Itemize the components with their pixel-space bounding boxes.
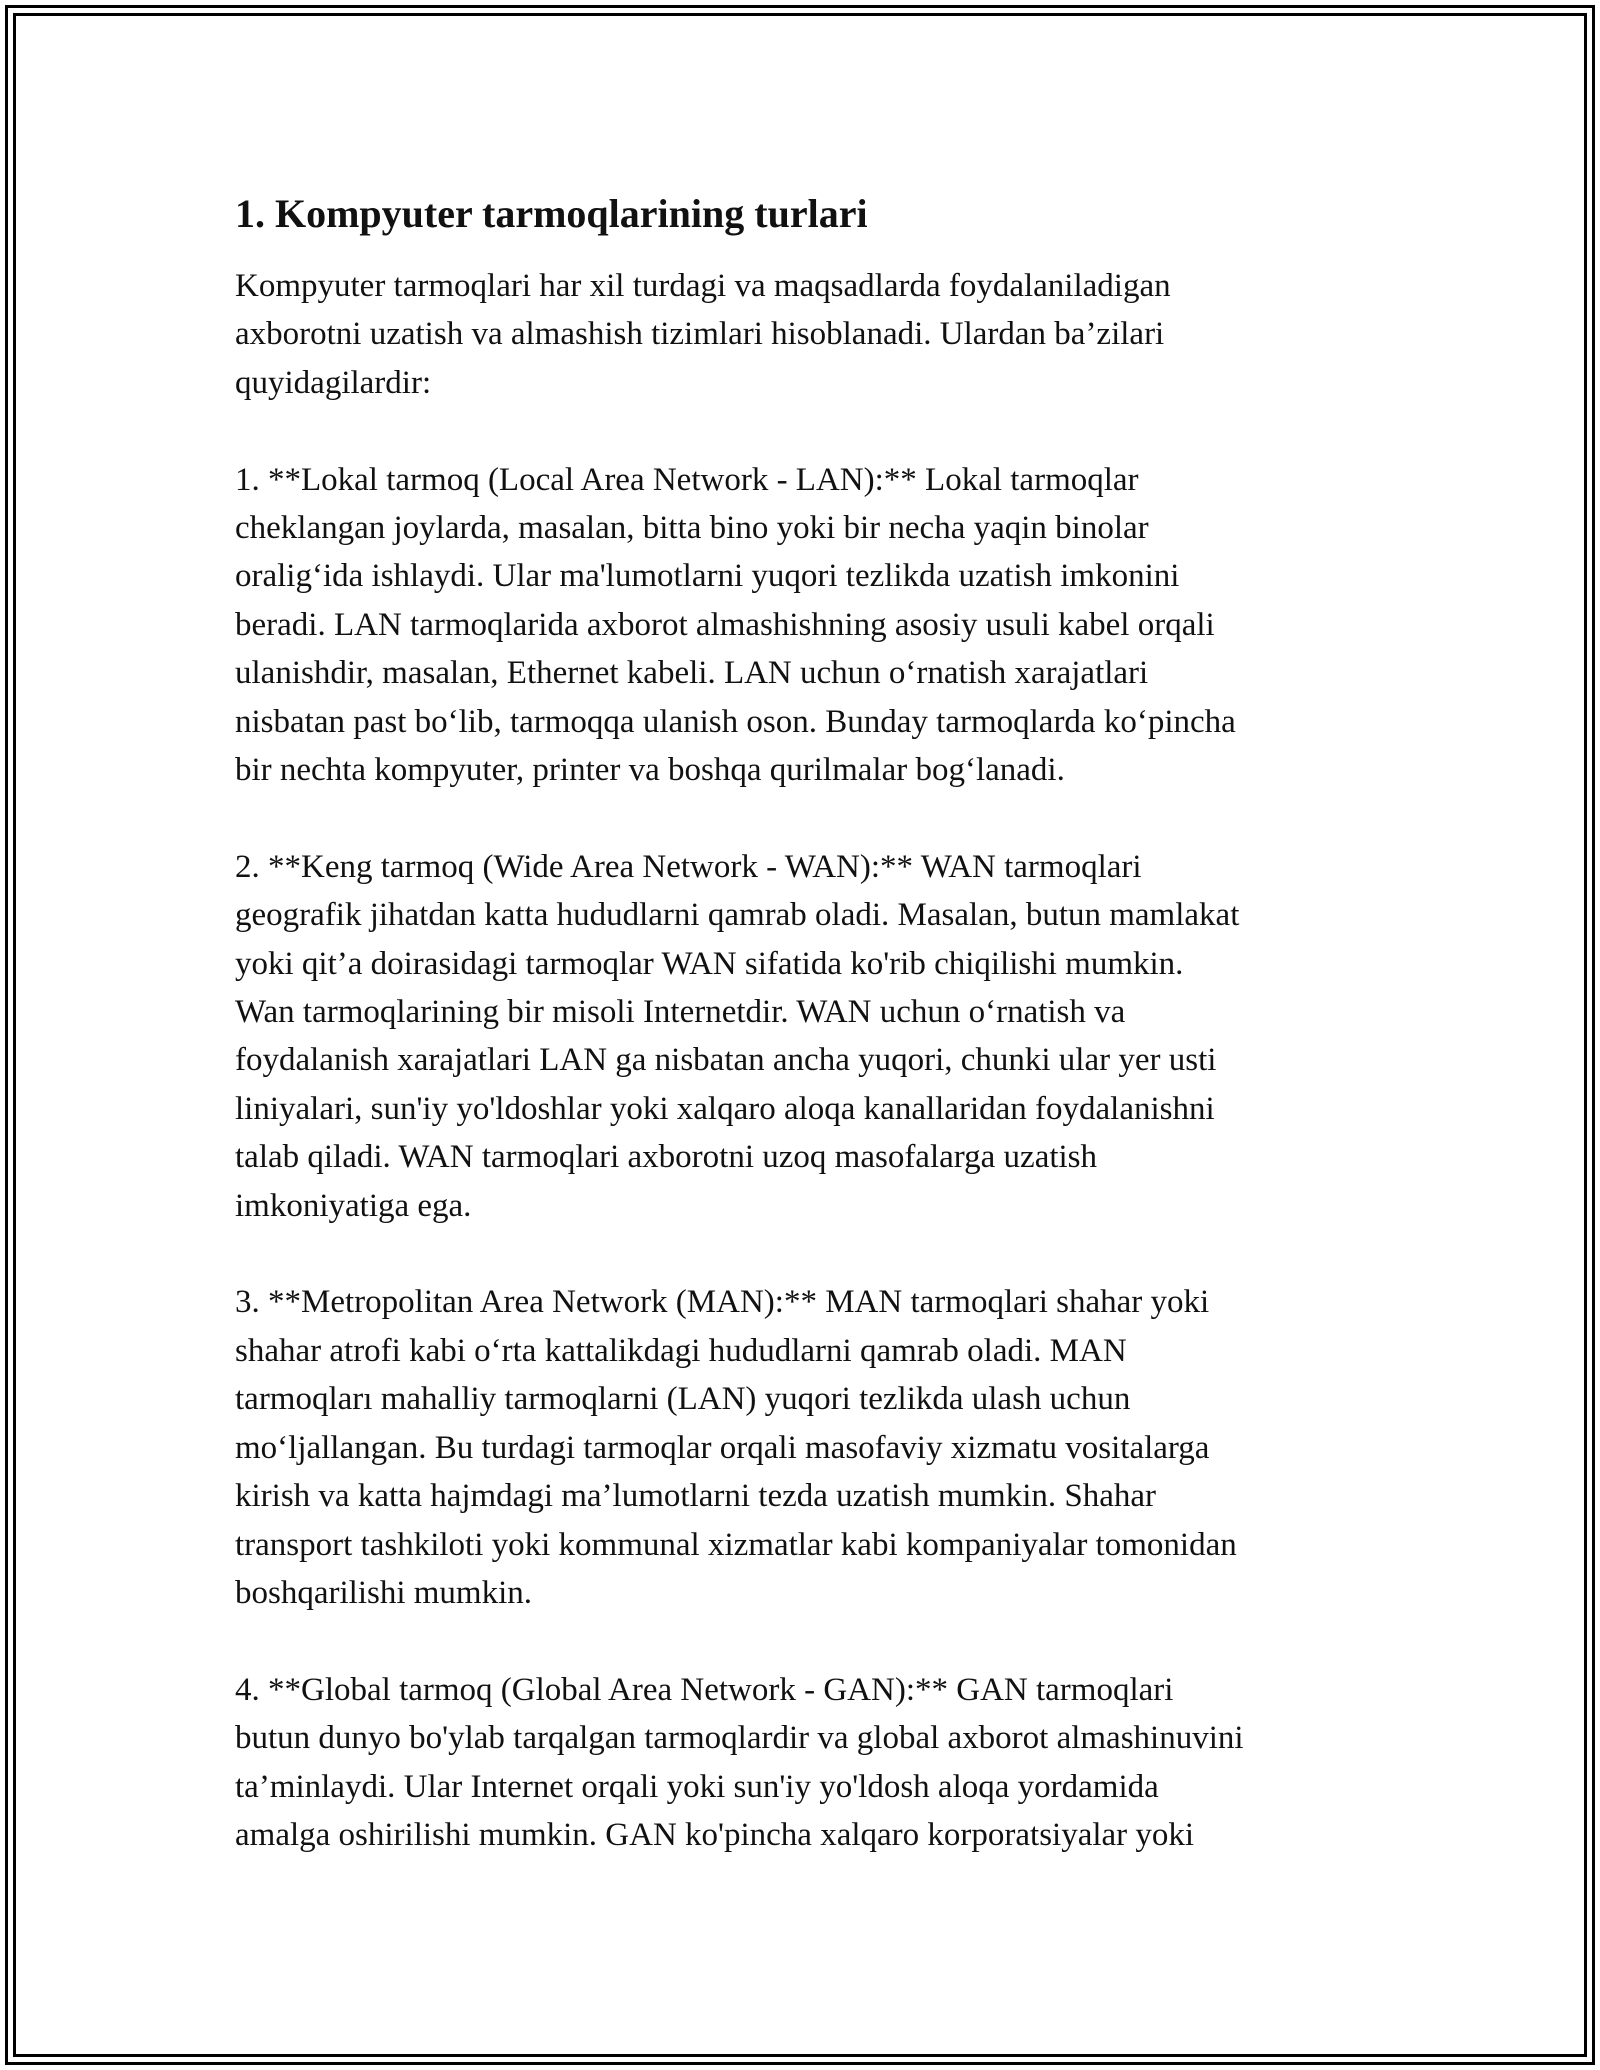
paragraph-line: 4. **Global tarmoq (Global Area Network - GAN):** GAN tarmoqlari bbox=[235, 1671, 1174, 1708]
paragraph-line: bir nechta kompyuter, printer va boshqa qurilmalar bog‘lanadi. bbox=[235, 752, 1065, 789]
paragraph-line: 2. **Keng tarmoq (Wide Area Network - WAN):** WAN tarmoqlari bbox=[235, 848, 1142, 885]
paragraph-line: axborotni uzatish va almashish tizimlari hisoblanadi. Ulardan ba’zilari bbox=[235, 316, 1165, 353]
paragraph-line: boshqarilishi mumkin. bbox=[235, 1574, 532, 1611]
paragraph-line: beradi. LAN tarmoqlarida axborot almashishning asosiy usuli kabel orqali bbox=[235, 606, 1215, 643]
paragraph-line: Wan tarmoqlarining bir misoli Internetdir. WAN uchun o‘rnatish va bbox=[235, 994, 1126, 1031]
paragraph-line: ta’minlaydi. Ular Internet orqali yoki sun'iy yo'ldosh aloqa yordamida bbox=[235, 1768, 1159, 1805]
paragraph-line: Kompyuter tarmoqlari har xil turdagi va maqsadlarda foydalaniladigan bbox=[235, 268, 1171, 304]
paragraph-line: transport tashkiloti yoki kommunal xizmatlar kabi kompaniyalar tomonidan bbox=[235, 1526, 1237, 1563]
paragraph-line: tarmoqları mahalliy tarmoqlarni (LAN) yuqori tezlikda ulash uchun bbox=[235, 1381, 1131, 1418]
paragraph-line: oralig‘ida ishlaydi. Ular ma'lumotlarni yuqori tezlikda uzatish imkonini bbox=[235, 558, 1180, 595]
paragraph-line: ulanishdir, masalan, Ethernet kabeli. LAN uchun o‘rnatish xarajatlari bbox=[235, 655, 1149, 692]
man-paragraph bbox=[235, 1278, 1375, 1617]
paragraph-line: cheklangan joylarda, masalan, bitta bino yoki bir necha yaqin binolar bbox=[235, 510, 1149, 547]
paragraph-line: geografik jihatdan katta hududlarni qamrab oladi. Masalan, butun mamlakat bbox=[235, 897, 1240, 934]
intro-paragraph bbox=[235, 262, 1375, 407]
paragraph-line: talab qiladi. WAN tarmoqlari axborotni uzoq masofalarga uzatish bbox=[235, 1139, 1098, 1176]
paragraph-line: 3. **Metropolitan Area Network (MAN):** MAN tarmoqlari shahar yoki bbox=[235, 1284, 1210, 1321]
paragraph-line: 1. **Lokal tarmoq (Local Area Network - LAN):** Lokal tarmoqlar bbox=[235, 461, 1139, 498]
paragraph-line: yoki qit’a doirasidagi tarmoqlar WAN sifatida ko'rib chiqilishi mumkin. bbox=[235, 945, 1184, 982]
paragraph-line: nisbatan past bo‘lib, tarmoqqa ulanish oson. Bunday tarmoqlarda ko‘pincha bbox=[235, 703, 1236, 740]
lan-paragraph bbox=[235, 456, 1375, 795]
paragraph-line: kirish va katta hajmdagi ma’lumotlarni tezda uzatish mumkin. Shahar bbox=[235, 1478, 1157, 1515]
paragraph-line: mo‘ljallangan. Bu turdagi tarmoqlar orqali masofaviy xizmatu vositalarga bbox=[235, 1429, 1210, 1466]
paragraph-line: amalga oshirilishi mumkin. GAN ko'pincha xalqaro korporatsiyalar yoki bbox=[235, 1816, 1195, 1853]
paragraph-line: quyidagilardir: bbox=[235, 364, 432, 401]
document-page bbox=[235, 186, 1375, 1859]
paragraph-line: liniyalari, sun'iy yo'ldoshlar yoki xalqaro aloqa kanallaridan foydalanishni bbox=[235, 1090, 1215, 1127]
paragraph-line: foydalanish xarajatlari LAN ga nisbatan ancha yuqori, chunki ular yer usti bbox=[235, 1042, 1217, 1079]
wan-paragraph bbox=[235, 843, 1375, 1230]
paragraph-line: butun dunyo bo'ylab tarqalgan tarmoqlardir va global axborot almashinuvini bbox=[235, 1720, 1244, 1757]
paragraph-line: imkoniyatiga ega. bbox=[235, 1187, 472, 1224]
gan-paragraph bbox=[235, 1666, 1375, 1860]
paragraph-line: shahar atrofi kabi o‘rta kattalikdagi hududlarni qamrab oladi. MAN bbox=[235, 1332, 1127, 1369]
document-title: 1. Kompyuter tarmoqlarining turlari bbox=[235, 191, 868, 236]
